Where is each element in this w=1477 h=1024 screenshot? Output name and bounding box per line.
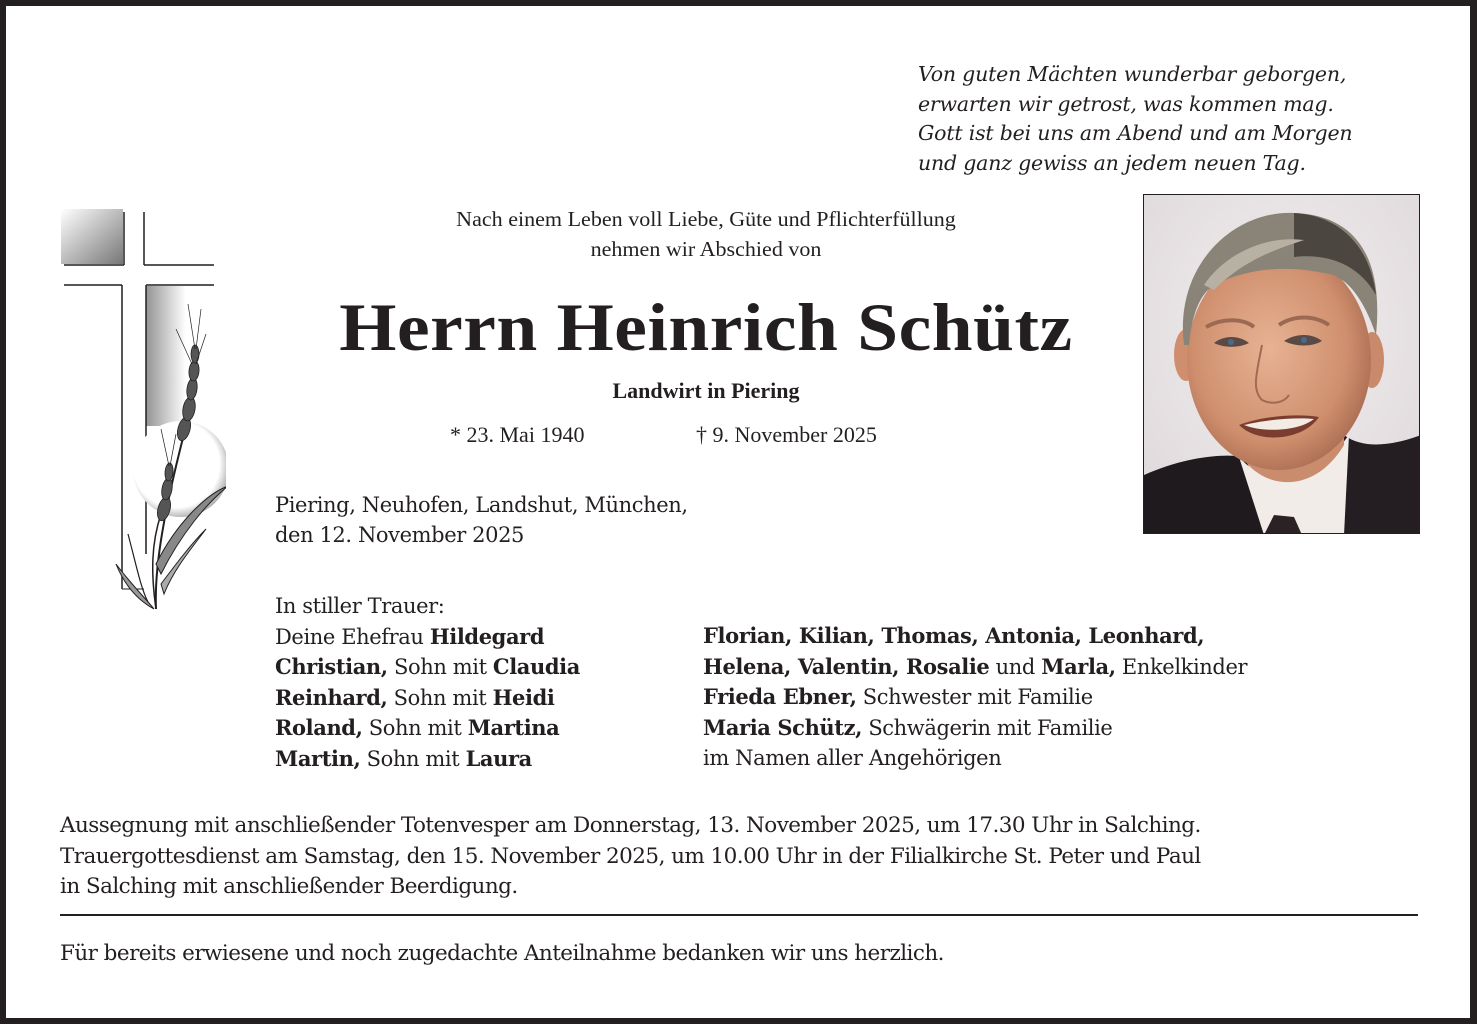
birth-date: * 23. Mai 1940 xyxy=(450,422,585,447)
service-line: in Salching mit anschließender Beerdigung. xyxy=(60,874,518,899)
mourner-name: Hildegard xyxy=(429,623,545,649)
service-line: Aussegnung mit anschließender Totenvesper am Donnerstag, 13. November 2025, um 17.30 Uhr in Salching. xyxy=(60,813,1201,838)
service-information xyxy=(60,811,1420,903)
mourner-line xyxy=(275,713,580,744)
mourner-name: Christian, xyxy=(275,654,388,679)
sister-name: Frieda Ebner, xyxy=(703,684,857,709)
motto-line: erwarten wir getrost, was kommen mag. xyxy=(918,91,1334,116)
portrait-photo xyxy=(1143,194,1420,534)
intro-line-2: nehmen wir Abschied von xyxy=(590,237,822,261)
motto-line: Gott ist bei uns am Abend und am Morgen xyxy=(918,121,1353,145)
mourner-relation: Sohn mit xyxy=(387,655,493,679)
portrait-image xyxy=(1144,195,1420,534)
grandchildren-line-2 xyxy=(703,652,1247,683)
mourner-relation: Sohn mit xyxy=(387,685,493,710)
intro-text xyxy=(246,204,1166,264)
grandchildren-names: Florian, Kilian, Thomas, Antonia, Leonhard, xyxy=(703,623,1205,648)
mourner-name: Reinhard, xyxy=(275,684,388,710)
mourner-name: Martin, xyxy=(275,745,361,771)
intro-line-1: Nach einem Leben voll Liebe, Güte und Pflichterfüllung xyxy=(456,207,956,231)
place-and-date xyxy=(275,490,688,550)
deceased-name: Herrn Heinrich Schütz xyxy=(339,289,1073,365)
deceased-occupation: Landwirt in Piering xyxy=(612,378,800,403)
motto-line: und ganz gewiss an jedem neuen Tag. xyxy=(918,150,1306,175)
thanks-text: Für bereits erwiesene und noch zugedachte Anteilnahme bedanken wir uns herzlich. xyxy=(60,941,944,966)
grandchildren-line-1 xyxy=(703,621,1247,652)
relatives-line: im Namen aller Angehörigen xyxy=(703,746,1002,770)
cross-with-wheat-icon xyxy=(56,204,226,614)
mourner-line xyxy=(275,683,580,714)
mourner-relation: Deine Ehefrau xyxy=(275,624,430,649)
sister-in-law-name: Maria Schütz, xyxy=(703,714,863,740)
place-line: Piering, Neuhofen, Landshut, München, xyxy=(275,493,688,517)
service-line: Trauergottesdienst am Samstag, den 15. November 2025, um 10.00 Uhr in der Filialkirche St. Peter und Paul xyxy=(60,843,1201,869)
relation-label: Schwester mit Familie xyxy=(856,685,1093,709)
mourner-partner-name: Martina xyxy=(467,715,560,740)
mourner-partner-name: Laura xyxy=(465,745,532,771)
mourner-partner-name: Heidi xyxy=(492,684,555,710)
mourner-partner-name: Claudia xyxy=(492,654,580,679)
sister-line xyxy=(703,682,1247,713)
grandchild-name: Marla, xyxy=(1041,653,1116,679)
date-line: den 12. November 2025 xyxy=(275,523,524,547)
mourner-line xyxy=(275,744,580,775)
sister-in-law-line xyxy=(703,713,1247,744)
motto-line: Von guten Mächten wunderbar geborgen, xyxy=(918,62,1347,86)
mourners-right-column xyxy=(703,621,1247,774)
mourner-name: Roland, xyxy=(275,715,363,740)
mourners-left-column xyxy=(275,591,580,774)
life-dates xyxy=(268,420,1144,450)
mourner-relation: Sohn mit xyxy=(362,716,468,740)
grandchildren-names: Helena, Valentin, Rosalie xyxy=(703,653,990,679)
conjunction: und xyxy=(989,654,1042,679)
motto-poem xyxy=(918,60,1352,178)
mourners-heading: In stiller Trauer: xyxy=(275,594,445,618)
divider xyxy=(60,914,1418,916)
mourner-line xyxy=(275,622,580,653)
relation-label: Schwägerin mit Familie xyxy=(862,715,1113,740)
obituary-card xyxy=(6,6,1470,1018)
mourner-relation: Sohn mit xyxy=(360,746,466,771)
death-date: † 9. November 2025 xyxy=(696,422,877,447)
mourner-line xyxy=(275,652,580,683)
relation-label: Enkelkinder xyxy=(1115,654,1248,679)
